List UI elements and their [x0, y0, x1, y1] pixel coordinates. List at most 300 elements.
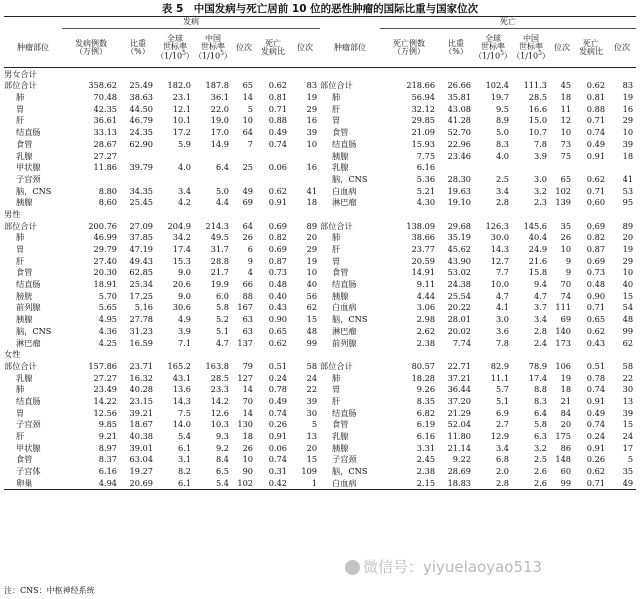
mortality-value: 28.30 [447, 173, 472, 184]
mortality-value: 32.12 [411, 103, 436, 114]
mortality-site: 胰腺 [332, 150, 349, 161]
mortality-value [608, 162, 636, 174]
mortality-value: 15 [622, 419, 634, 430]
section-label: 男女合计 [4, 68, 37, 79]
mortality-value: 18.83 [438, 477, 474, 489]
incidence-value: 14 [242, 92, 253, 103]
mortality-value: 2.45 [416, 454, 436, 465]
mortality-value: 6.3 [534, 431, 548, 442]
incidence-value: 0.69 [268, 244, 287, 255]
table-row [4, 150, 636, 162]
mortality-value: 4.30 [416, 197, 436, 208]
mortality-value: 2.8 [496, 197, 510, 208]
incidence-site: 结直肠 [16, 127, 41, 138]
incidence-value: 0.26 [268, 419, 287, 430]
incidence-value: 8.80 [98, 185, 117, 196]
incidence-value: 36.1 [210, 92, 229, 103]
table-row [4, 360, 636, 372]
incidence-value: 63 [242, 314, 253, 325]
incidence-value: 26 [242, 232, 253, 243]
incidence-value: 34.2 [172, 232, 191, 243]
mortality-value: 3.9 [534, 150, 548, 161]
incidence-value: 14.2 [210, 395, 229, 406]
mortality-value: 69 [560, 314, 572, 325]
mortality-value: 0.71 [574, 477, 608, 489]
incidence-value: 89 [306, 220, 318, 231]
mortality-site: 部位合计 [320, 80, 353, 91]
mortality-site: 肝 [332, 395, 341, 406]
mortality-value: 2.4 [534, 337, 548, 348]
mortality-value: 2.6 [512, 477, 550, 489]
incidence-value: 28.67 [93, 138, 117, 149]
mortality-value: 23.77 [411, 244, 436, 255]
mortality-value: 58 [622, 360, 634, 371]
incidence-value: 56 [306, 290, 318, 301]
table-body [4, 68, 636, 490]
incidence-value: 11.86 [93, 162, 117, 173]
incidence-value: 41 [306, 185, 318, 196]
mortality-value: 10 [622, 267, 634, 278]
incidence-value: 109 [301, 466, 318, 477]
table-row [4, 465, 636, 477]
incidence-site: 子宫颈 [16, 419, 41, 430]
mortality-value: 0.74 [586, 419, 606, 430]
table-row [4, 290, 636, 302]
mortality-value: 6.16 [416, 162, 436, 173]
incidence-value: 34.35 [129, 185, 153, 196]
incidence-value: 27.09 [129, 220, 153, 231]
incidence-value: 4.0 [177, 162, 191, 173]
incidence-value: 127 [237, 372, 253, 383]
mortality-value: 11 [560, 103, 572, 114]
incidence-value: 15 [306, 454, 318, 465]
incidence-value: 42.35 [93, 103, 117, 114]
incidence-value: 0.90 [268, 314, 287, 325]
mortality-value: 53.02 [447, 267, 472, 278]
incidence-site: 部位合计 [4, 80, 37, 91]
incidence-value: 4.25 [98, 337, 117, 348]
incidence-value: 25 [242, 162, 253, 173]
incidence-value: 28.8 [210, 255, 229, 266]
incidence-value: 4.7 [215, 337, 229, 348]
incidence-value: 17.4 [172, 244, 191, 255]
incidence-value: 20.6 [172, 279, 191, 290]
incidence-value: 5 [247, 103, 253, 114]
incidence-value: 5.4 [177, 431, 191, 442]
incidence-site: 脑，CNS [16, 185, 52, 196]
incidence-value: 3.4 [177, 185, 191, 196]
mortality-value: 19 [622, 244, 634, 255]
incidence-value: 8.60 [98, 197, 117, 208]
mortality-site: 结直肠 [332, 279, 357, 290]
mortality-value: 86 [560, 442, 572, 453]
mortality-value: 2.5 [496, 173, 510, 184]
mortality-value: 148 [555, 454, 572, 465]
mortality-value: 8.35 [416, 395, 436, 406]
incidence-value: 16.32 [129, 372, 153, 383]
mortality-value: 2.8 [534, 325, 548, 336]
incidence-value: 38.63 [129, 92, 153, 103]
mortality-value [574, 162, 608, 174]
incidence-value [290, 150, 320, 162]
mortality-value: 3.0 [496, 314, 510, 325]
incidence-value: 27.78 [129, 314, 153, 325]
incidence-value: 24.35 [129, 127, 153, 138]
incidence-value: 39.79 [129, 162, 153, 173]
mortality-value: 60 [560, 466, 572, 477]
mortality-value: 28.01 [447, 314, 472, 325]
section-row [4, 349, 636, 361]
incidence-value: 358.62 [88, 80, 117, 91]
incidence-value: 10 [242, 454, 253, 465]
mortality-value: 3.2 [534, 185, 548, 196]
incidence-site: 肺 [16, 92, 25, 103]
mortality-value: 45.62 [447, 244, 472, 255]
incidence-value: 18 [242, 431, 253, 442]
incidence-value: 19 [306, 92, 318, 103]
mortality-value: 24.9 [528, 244, 548, 255]
incidence-value: 102 [232, 477, 256, 489]
incidence-value: 27.40 [93, 255, 117, 266]
mortality-value [474, 162, 512, 174]
mortality-value: 40.4 [528, 232, 548, 243]
incidence-value: 27.27 [93, 150, 117, 161]
mortality-value: 70 [560, 279, 572, 290]
mortality-site: 子宫颈 [332, 454, 357, 465]
header-rank: 位次 [608, 29, 636, 68]
mortality-value: 35.19 [447, 232, 472, 243]
mortality-value: 173 [555, 337, 572, 348]
mortality-value: 218.66 [406, 80, 436, 91]
mortality-value: 6.82 [416, 407, 436, 418]
mortality-value: 26 [560, 232, 572, 243]
incidence-value: 48 [306, 325, 318, 336]
mortality-site: 胃 [332, 384, 341, 395]
mortality-site: 白血病 [332, 185, 357, 196]
incidence-value: 17.2 [172, 127, 191, 138]
incidence-value: 9.0 [177, 267, 191, 278]
incidence-value: 90 [242, 466, 253, 477]
mortality-value: 102 [555, 185, 572, 196]
mortality-value: 45 [560, 80, 572, 91]
incidence-value: 5.4 [194, 477, 232, 489]
incidence-value: 62 [306, 302, 318, 313]
mortality-value: 19 [560, 372, 572, 383]
mortality-value: 18.28 [411, 372, 436, 383]
mortality-value: 19.10 [447, 197, 472, 208]
incidence-value: 0.65 [268, 325, 287, 336]
incidence-value: 3.9 [177, 325, 191, 336]
group-mortality: 死亡 [380, 17, 636, 29]
incidence-value: 5.8 [215, 302, 229, 313]
incidence-value: 7 [247, 138, 253, 149]
mortality-value: 19.63 [447, 185, 472, 196]
mortality-value: 10.7 [528, 127, 548, 138]
incidence-value: 21.7 [210, 267, 229, 278]
mortality-value: 3.4 [496, 442, 510, 453]
incidence-site: 部位合计 [4, 360, 37, 371]
mortality-value: 0.91 [586, 442, 606, 453]
mortality-value: 37.21 [447, 372, 472, 383]
incidence-site: 甲状腺 [16, 442, 41, 453]
incidence-site: 部位合计 [4, 220, 37, 231]
mortality-site: 脑，CNS [332, 173, 368, 184]
mortality-value: 11.1 [490, 372, 510, 383]
mortality-value: 17 [622, 442, 634, 453]
mortality-value: 41 [622, 173, 634, 184]
mortality-value: 145.6 [523, 220, 548, 231]
incidence-value: 37.85 [129, 232, 153, 243]
incidence-site: 甲状腺 [16, 162, 41, 173]
mortality-site: 胰腺 [332, 290, 349, 301]
incidence-value: 33.13 [93, 127, 117, 138]
mortality-value: 24 [622, 431, 634, 442]
mortality-value: 16 [622, 103, 634, 114]
header-site: 肿瘤部位 [4, 29, 62, 68]
incidence-value: 137 [237, 337, 253, 348]
mortality-value: 0.49 [586, 138, 606, 149]
mortality-value: 84 [560, 407, 572, 418]
incidence-value: 0.62 [268, 185, 287, 196]
table-row [4, 278, 636, 290]
incidence-value: 0.31 [268, 466, 287, 477]
incidence-value: 4.4 [215, 197, 229, 208]
mortality-value: 9 [565, 255, 572, 266]
mortality-value: 0.62 [586, 80, 606, 91]
mortality-value: 3.31 [416, 442, 436, 453]
incidence-value: 5.70 [98, 290, 117, 301]
mortality-value: 8.8 [534, 384, 548, 395]
incidence-value: 23.3 [210, 384, 229, 395]
incidence-value: 30.6 [172, 302, 191, 313]
section-label: 女性 [4, 349, 21, 360]
incidence-value [156, 150, 194, 162]
header-share: 比重 （%） [438, 29, 474, 68]
mortality-value: 2.3 [534, 197, 548, 208]
incidence-value: 0.71 [268, 103, 287, 114]
header-site: 肿瘤部位 [320, 29, 380, 68]
header-global-rate: 全球 世标率 $(1/10^5)$ [156, 29, 194, 68]
mortality-value: 3.6 [496, 325, 510, 336]
incidence-value: 29 [306, 103, 318, 114]
mortality-value: 48 [622, 314, 634, 325]
incidence-value: 0.73 [268, 267, 287, 278]
incidence-value: 0.51 [268, 360, 287, 371]
incidence-value: 9.0 [177, 290, 191, 301]
incidence-value [62, 173, 120, 185]
mortality-value: 2.38 [416, 337, 436, 348]
incidence-value [232, 150, 256, 162]
header-global-rate: 全球 世标率 $(1/10^5)$ [474, 29, 512, 68]
mortality-value: 30.0 [490, 232, 510, 243]
mortality-value: 11.80 [447, 431, 472, 442]
incidence-value: 6.1 [156, 477, 194, 489]
mortality-value: 0.49 [586, 407, 606, 418]
incidence-value: 214.3 [205, 220, 229, 231]
mortality-value: 20 [560, 419, 572, 430]
incidence-value: 62.85 [129, 267, 153, 278]
table-row [4, 407, 636, 419]
mortality-value: 5.7 [496, 384, 510, 395]
mortality-value: 0.71 [586, 185, 606, 196]
mortality-value: 0.74 [586, 384, 606, 395]
mortality-value: 2.62 [416, 325, 436, 336]
mortality-value: 6.19 [416, 419, 436, 430]
mortality-value: 5.21 [416, 185, 436, 196]
mortality-value: 20.02 [447, 325, 472, 336]
incidence-value: 5 [311, 419, 318, 430]
mortality-value: 3.7 [534, 302, 548, 313]
incidence-value: 29.79 [93, 244, 117, 255]
table-row [4, 302, 636, 314]
incidence-value: 8.2 [177, 466, 191, 477]
table-row [4, 395, 636, 407]
incidence-value: 30 [306, 407, 318, 418]
incidence-value: 187.8 [205, 80, 229, 91]
incidence-value: 64 [242, 220, 253, 231]
mortality-value: 53 [622, 185, 634, 196]
header-china-rate: 中国 世标率 $(1/10^5)$ [194, 29, 232, 68]
mortality-value: 19.7 [490, 92, 510, 103]
mortality-value: 2.15 [380, 477, 438, 489]
incidence-value: 23.49 [93, 384, 117, 395]
mortality-value: 7.74 [452, 337, 472, 348]
mortality-site: 乳腺 [332, 431, 349, 442]
header-rank: 位次 [232, 29, 256, 68]
incidence-value: 0.74 [268, 454, 287, 465]
mortality-value: 7.8 [534, 138, 548, 149]
mortality-value: 0.90 [586, 290, 606, 301]
mortality-value: 102.4 [485, 80, 510, 91]
incidence-value: 14.9 [210, 138, 229, 149]
incidence-value: 40.38 [129, 431, 153, 442]
mortality-value [550, 162, 574, 174]
incidence-value: 4 [247, 267, 253, 278]
incidence-value: 8.37 [98, 454, 117, 465]
incidence-value: 182.0 [167, 80, 191, 91]
incidence-value: 23.71 [129, 360, 153, 371]
incidence-value: 14 [242, 384, 253, 395]
mortality-value: 35.81 [447, 92, 472, 103]
mortality-value: 0.82 [586, 232, 606, 243]
mortality-site: 胃 [332, 255, 341, 266]
table-title: 表 5 中国发病与死亡居前 10 位的恶性肿瘤的国际比重与国家位次 [161, 3, 479, 15]
incidence-value: 5.9 [177, 138, 191, 149]
incidence-value: 20.30 [93, 267, 117, 278]
mortality-value: 5.8 [534, 419, 548, 430]
mortality-value: 9.26 [416, 384, 436, 395]
incidence-site: 乳腺 [16, 372, 33, 383]
mortality-value: 10.0 [490, 279, 510, 290]
mortality-value: 138.09 [406, 220, 436, 231]
mortality-value: 7.75 [416, 150, 436, 161]
table-row [4, 337, 636, 349]
mortality-value: 18 [560, 92, 572, 103]
table-row [4, 126, 636, 138]
header-share: 比重 （%） [120, 29, 156, 68]
mortality-value: 17.4 [528, 372, 548, 383]
incidence-value: 7.1 [177, 337, 191, 348]
table-row [4, 185, 636, 197]
mortality-site: 食管 [332, 267, 349, 278]
incidence-site: 肺 [16, 232, 25, 243]
mortality-value: 0.24 [586, 431, 606, 442]
incidence-value: 12.56 [93, 407, 117, 418]
mortality-value: 35 [622, 466, 634, 477]
mortality-value: 28.5 [528, 92, 548, 103]
incidence-value: 5.0 [215, 185, 229, 196]
mortality-value: 2.8 [474, 477, 512, 489]
mortality-site: 食管 [332, 127, 349, 138]
mortality-value: 29 [622, 115, 634, 126]
mortality-value: 15.8 [528, 267, 548, 278]
incidence-value: 130 [237, 419, 253, 430]
incidence-value: 25.34 [129, 279, 153, 290]
mortality-value: 23.46 [447, 150, 472, 161]
incidence-site: 肝 [16, 255, 25, 266]
mortality-value: 18 [560, 384, 572, 395]
mortality-value: 0.62 [586, 173, 606, 184]
incidence-value: 15 [306, 314, 318, 325]
incidence-value: 20 [306, 232, 318, 243]
incidence-value [256, 173, 290, 185]
incidence-value: 0.88 [268, 115, 287, 126]
mortality-value: 0.62 [586, 325, 606, 336]
incidence-value: 6.0 [215, 290, 229, 301]
mortality-value: 99 [622, 325, 634, 336]
incidence-value: 70 [242, 395, 253, 406]
incidence-value: 49.43 [129, 255, 153, 266]
incidence-value: 0.43 [268, 302, 287, 313]
mortality-value: 16.6 [528, 103, 548, 114]
incidence-value: 20.69 [120, 477, 156, 489]
incidence-value: 10.3 [210, 419, 229, 430]
mortality-value: 49 [608, 477, 636, 489]
incidence-value: 0.49 [268, 127, 287, 138]
incidence-value: 44.50 [129, 103, 153, 114]
mortality-value: 0.65 [586, 314, 606, 325]
section-row [4, 208, 636, 220]
incidence-value [194, 173, 232, 185]
incidence-value: 157.86 [88, 360, 117, 371]
table-row [4, 173, 636, 185]
incidence-value: 4.9 [177, 314, 191, 325]
mortality-value: 139 [555, 197, 572, 208]
mortality-value: 4.44 [416, 290, 436, 301]
mortality-site: 白血病 [320, 477, 380, 489]
watermark [345, 556, 542, 577]
mortality-value: 10 [560, 127, 572, 138]
incidence-value: 16.59 [129, 337, 153, 348]
mortality-value: 0.87 [586, 244, 606, 255]
mortality-value: 0.60 [586, 197, 606, 208]
mortality-value: 89 [622, 220, 634, 231]
incidence-value: 46.79 [129, 115, 153, 126]
incidence-value: 36.61 [93, 115, 117, 126]
mortality-site: 肺 [332, 232, 341, 243]
incidence-value: 10 [306, 267, 318, 278]
mortality-value: 36.44 [447, 384, 472, 395]
mortality-value: 3.4 [496, 185, 510, 196]
mortality-value: 14.3 [490, 244, 510, 255]
mortality-value: 4.7 [496, 290, 510, 301]
incidence-value: 9.2 [215, 442, 229, 453]
incidence-value: 0.91 [268, 197, 287, 208]
incidence-value: 6.4 [215, 162, 229, 173]
incidence-site: 胃 [16, 103, 25, 114]
incidence-value: 0.78 [268, 384, 287, 395]
mortality-value: 26.66 [447, 80, 472, 91]
